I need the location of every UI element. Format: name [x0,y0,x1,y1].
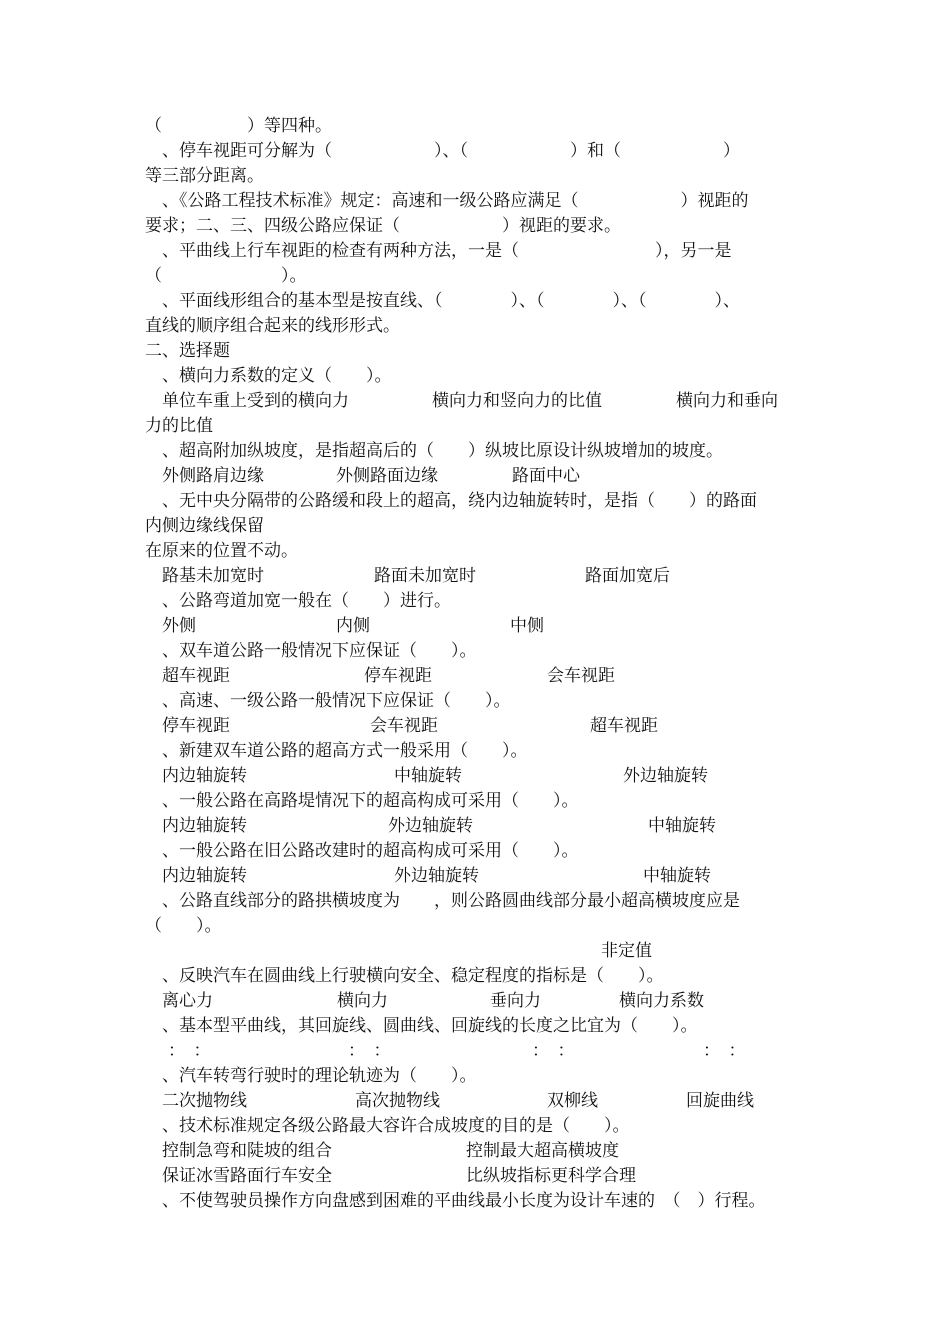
question-3: 、无中央分隔带的公路缓和段上的超高，绕内边轴旋转时，是指（ ）的路面 [145,491,757,511]
question-6: 、高速、一级公路一般情况下应保证（ ）。 [145,691,511,711]
q1-option-a: 单位车重上受到的横向力 [162,391,349,411]
q12-option-c: ： ： [532,1041,575,1061]
question-13: 、汽车转弯行驶时的理论轨迹为（ ）。 [145,1066,477,1086]
fill-line-2: 、停车视距可分解为（ ）、（ ）和（ ） [145,141,740,161]
q7-option-c: 外边轴旋转 [623,766,708,786]
question-7: 、新建双车道公路的超高方式一般采用（ ）。 [145,741,528,761]
question-5: 、双车道公路一般情况下应保证（ ）。 [145,641,477,661]
q5-option-c: 会车视距 [547,666,615,686]
fill-line-6: 、平曲线上行车视距的检查有两种方法，一是（ ），另一是 [145,241,732,261]
question-1-continued: 力的比值 [145,416,213,436]
q12-option-b: ： ： [348,1041,391,1061]
q3-option-c: 路面加宽后 [585,566,670,586]
fill-line-8: 、平面线形组合的基本型是按直线、（ ）、（ ）、（ ）、 [145,291,740,311]
question-10: 、公路直线部分的路拱横坡度为 ，则公路圆曲线部分最小超高横坡度应是 [145,891,740,911]
q8-option-c: 中轴旋转 [648,816,716,836]
q3-option-b: 路面未加宽时 [374,566,476,586]
q1-option-b: 横向力和竖向力的比值 [432,391,602,411]
fill-line-9: 直线的顺序组合起来的线形形式。 [145,316,400,336]
q12-option-a: ： ： [168,1041,211,1061]
q13-option-a: 二次抛物线 [162,1091,247,1111]
q14-option-d: 比纵坡指标更科学合理 [466,1166,636,1186]
question-12: 、基本型平曲线，其回旋线、圆曲线、回旋线的长度之比宜为（ ）。 [145,1016,698,1036]
fill-line-5: 要求；二、三、四级公路应保证（ ）视距的要求。 [145,216,621,236]
q14-option-c: 保证冰雪路面行车安全 [162,1166,332,1186]
q7-option-a: 内边轴旋转 [162,766,247,786]
q13-option-d: 回旋曲线 [686,1091,754,1111]
question-8: 、一般公路在高路堤情况下的超高构成可采用（ ）。 [145,791,579,811]
fill-line-1: （ ）等四种。 [145,116,332,136]
question-3-continued-1: 内侧边缘线保留 [145,516,264,536]
q11-option-c: 垂向力 [490,991,541,1011]
q11-option-a: 离心力 [162,991,213,1011]
q3-option-a: 路基未加宽时 [162,566,264,586]
question-9: 、一般公路在旧公路改建时的超高构成可采用（ ）。 [145,841,579,861]
question-15: 、不使驾驶员操作方向盘感到困难的平曲线最小长度为设计车速的 （ ）行程。 [145,1191,766,1211]
question-11: 、反映汽车在圆曲线上行驶横向安全、稳定程度的指标是（ ）。 [145,966,664,986]
q6-option-c: 超车视距 [590,716,658,736]
q2-option-b: 外侧路面边缘 [336,466,438,486]
q5-option-b: 停车视距 [364,666,432,686]
question-14: 、技术标准规定各级公路最大容许合成坡度的目的是（ ）。 [145,1116,630,1136]
question-4: 、公路弯道加宽一般在（ ）进行。 [145,591,451,611]
q1-option-c: 横向力和垂向 [676,391,778,411]
fill-line-7: （ ）。 [145,266,307,286]
q4-option-b: 内侧 [336,616,370,636]
q13-option-b: 高次抛物线 [355,1091,440,1111]
q8-option-a: 内边轴旋转 [162,816,247,836]
q11-option-b: 横向力 [337,991,388,1011]
q14-option-b: 控制最大超高横坡度 [466,1141,619,1161]
q6-option-b: 会车视距 [370,716,438,736]
q11-option-d: 横向力系数 [619,991,704,1011]
q2-option-a: 外侧路肩边缘 [162,466,264,486]
question-10-continued: （ ）。 [145,916,222,936]
q9-option-b: 外边轴旋转 [394,866,479,886]
q4-option-c: 中侧 [510,616,544,636]
q14-option-a: 控制急弯和陡坡的组合 [162,1141,332,1161]
q9-option-a: 内边轴旋转 [162,866,247,886]
q4-option-a: 外侧 [162,616,196,636]
q13-option-c: 双柳线 [547,1091,598,1111]
section-heading: 二、选择题 [145,341,230,361]
q7-option-b: 中轴旋转 [394,766,462,786]
q10-option-d: 非定值 [601,941,652,961]
q12-option-d: ： ： [703,1041,746,1061]
q2-option-c: 路面中心 [512,466,580,486]
question-3-continued-2: 在原来的位置不动。 [145,541,298,561]
q8-option-b: 外边轴旋转 [388,816,473,836]
fill-line-3: 等三部分距离。 [145,166,264,186]
q6-option-a: 停车视距 [162,716,230,736]
fill-line-4: 、《公路工程技术标准》规定：高速和一级公路应满足（ ）视距的 [145,191,749,211]
q5-option-a: 超车视距 [162,666,230,686]
question-1: 、横向力系数的定义（ ）。 [145,366,392,386]
question-2: 、超高附加纵坡度，是指超高后的（ ）纵坡比原设计纵坡增加的坡度。 [145,441,723,461]
q9-option-c: 中轴旋转 [643,866,711,886]
